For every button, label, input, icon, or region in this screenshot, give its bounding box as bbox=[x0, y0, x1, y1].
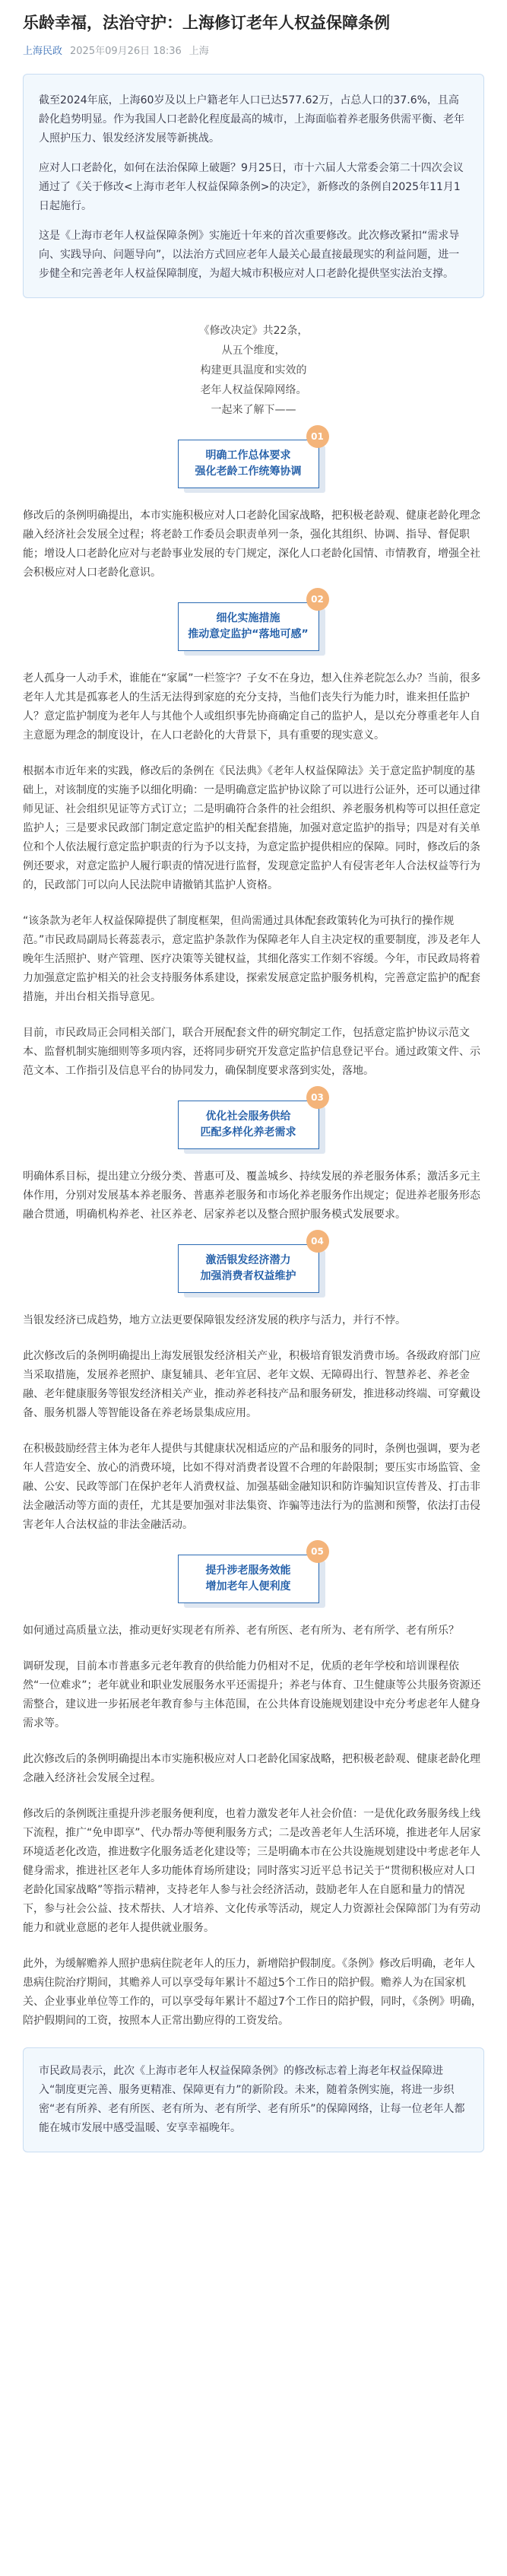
section-heading-03 bbox=[23, 1092, 484, 1149]
poem-line: 老年人权益保障网络。 bbox=[200, 384, 307, 396]
body-paragraph: 老人孤身一人动手术，谁能在“家属”一栏签字？子女不在身边，想入住养老院怎么办？当前，很多老年人尤其是孤寡老人的生活无法得到家庭的充分支持，当他们丧失行为能力时，谁来担任监护人？意定监护制度为老年人与其他个人或组织事先协商确定自己的监护人，是以充分尊重老年人自主意愿为理念的制度设计，在人口老龄化的大背景下，具有重要的现实意义。 bbox=[23, 672, 481, 742]
section-number: 03 bbox=[306, 1086, 329, 1109]
poem-line: 一起来了解下—— bbox=[211, 404, 296, 416]
intro-box bbox=[23, 74, 484, 298]
account-name-link[interactable]: 上海民政 bbox=[23, 46, 63, 57]
body-paragraph: 在积极鼓励经营主体为老年人提供与其健康状况相适应的产品和服务的同时，条例也强调，要为老年人营造安全、放心的消费环境，比如不得对消费者设置不合理的年龄限制；要压实市场监管、金融、公安、民政等部门在保护老年人消费权益、加强基础金融知识和防诈骗知识宣传普及、打击非法金融活动等方面的责任，尤其是要加强对非法集资、诈骗等违法行为的监测和预警，依法打击侵害老年人合法权益的非法金融活动。 bbox=[23, 1443, 480, 1531]
article-title: 乐龄幸福，法治守护：上海修订老年人权益保障条例 bbox=[23, 14, 390, 32]
body-paragraph: 根据本市近年来的实践，修改后的条例在《民法典》《老年人权益保障法》关于意定监护制度的基础上，对该制度的实施予以细化明确：一是明确意定监护协议除了可以进行公证外，还可以通过律师见证、社会组织见证等方式订立；二是明确符合条件的社会组织、养老服务机构等可以担任意定监护人；三是要求民政部门制定意定监护的相关配套措施，加强对意定监护的指导；四是对有关单位和个人依法履行意定监护职责的行为予以支持，为意定监护提供相应的保障。同时，修改后的条例还要求，对意定监护人履行职责的情况进行监督，发现意定监护人有侵害老年人合法权益等行为的，民政部门可以向人民法院申请撤销其监护人资格。 bbox=[23, 765, 480, 891]
section-title-badge bbox=[178, 594, 324, 651]
body-paragraph: 此外，为缓解赡养人照护患病住院老年人的压力，新增陪护假制度。《条例》修改后明确，老年人患病住院治疗期间，其赡养人可以享受每年累计不超过5个工作日的陪护假。赡养人为在国家机关、企业事业单位等工作的，可以享受每年累计不超过7个工作日的陪护假，同时，《条例》明确，陪护假期间的工资，按照本人正常出勤应得的工资发给。 bbox=[23, 1958, 482, 2027]
body-paragraph: 此次修改后的条例明确提出本市实施积极应对人口老龄化国家战略，把积极老龄观、健康老龄化理念融入经济社会发展全过程。 bbox=[23, 1753, 480, 1784]
summary-poem bbox=[23, 321, 484, 420]
poem-line: 从五个维度， bbox=[221, 345, 286, 357]
body-paragraph: 目前，市民政局正会同相关部门，联合开展配套文件的研究制定工作，包括意定监护协议示范文本、监督机制实施细则等多项内容，还将同步研究开发意定监护信息登记平台。通过政策文件、示范文本、工作指引及信息平台的协同发力，确保制度要求落到实处，落地。 bbox=[23, 1027, 480, 1077]
body-paragraph: 明确体系目标，提出建立分级分类、普惠可及、覆盖城乡、持续发展的养老服务体系；激活多元主体作用，分别对发展基本养老服务、普惠养老服务和市场化养老服务作出规定；促进养老服务形态融合贯通，明确机构养老、社区养老、居家养老以及整合照护服务模式发展要求。 bbox=[23, 1170, 480, 1221]
poem-line: 构建更具温度和实效的 bbox=[200, 364, 307, 376]
section-title-badge bbox=[178, 1236, 324, 1293]
body-paragraph: 如何通过高质量立法，推动更好实现老有所养、老有所医、老有所为、老有所学、老有所乐？ bbox=[23, 1625, 459, 1637]
section-number: 01 bbox=[306, 425, 329, 448]
intro-paragraph: 截至2024年底，上海60岁及以上户籍老年人口已达577.62万，占总人口的37.6%，且高龄化趋势明显。作为我国人口老龄化程度最高的城市，上海面临着养老服务供需平衡、老年人照护压力、银发经济发展等新挑战。 bbox=[39, 94, 464, 145]
section-title-line1: 优化社会服务供给 bbox=[205, 1110, 291, 1123]
section-number: 02 bbox=[306, 588, 329, 611]
section-title-line2: 强化老龄工作统筹协调 bbox=[195, 465, 302, 478]
section-title-line1: 明确工作总体要求 bbox=[205, 449, 291, 462]
section-title-line1: 细化实施措施 bbox=[216, 612, 280, 624]
section-heading-05 bbox=[23, 1546, 484, 1603]
section-title-line2: 匹配多样化养老需求 bbox=[200, 1126, 296, 1139]
section-heading-02 bbox=[23, 594, 484, 651]
publish-date: 2025年09月26日 18:36 bbox=[70, 46, 182, 57]
section-title-line1: 提升涉老服务效能 bbox=[205, 1564, 291, 1577]
body-paragraph: 修改后的条例既注重提升涉老服务便利度，也着力激发老年人社会价值：一是优化政务服务线上线下流程，推广“免申即享”、代办帮办等便利服务方式；二是改善老年人生活环境，推进老年人居家环境适老化改造，推进数字化服务适老化建设等；三是明确本市在公共设施规划建设中考虑老年人健身需求，推进社区老年人多功能体育场所建设；同时落实习近平总书记关于“贯彻积极应对人口老龄化国家战略”等指示精神，支持老年人参与社会经济活动，鼓励老年人在自愿和量力的情况下，参与社会公益、技术帮扶、人才培养、文化传承等活动，规定人力资源社会保障部门为有劳动能力和就业意愿的老年人提供就业服务。 bbox=[23, 1808, 481, 1934]
publish-location: 上海 bbox=[189, 46, 209, 57]
body-paragraph: 此次修改后的条例明确提出上海发展银发经济相关产业，积极培育银发消费市场。各级政府部门应当采取措施，发展养老照护、康复辅具、老年宜居、老年文娱、无障碍出行、智慧养老、养老金融、老年健康服务等银发经济相关产业，推动养老科技产品和服务研发，推进移动终端、可穿戴设备、服务机器人等智能设备在养老场景集成应用。 bbox=[23, 1350, 480, 1419]
section-title-badge bbox=[178, 1546, 324, 1603]
body-paragraph: 修改后的条例明确提出，本市实施积极应对人口老龄化国家战略，把积极老龄观、健康老龄化理念融入经济社会发展全过程；将老龄工作委员会职责单列一条，强化其组织、协调、指导、督促职能；增设人口老龄化应对与老龄事业发展的专门规定，深化人口老龄化国情、市情教育，增强全社会积极应对人口老龄化意识。 bbox=[23, 510, 480, 579]
section-title-line2: 推动意定监护“落地可感” bbox=[188, 628, 309, 640]
body-paragraph: 调研发现，目前本市普惠多元老年教育的供给能力仍相对不足，优质的老年学校和培训课程依然“一位难求”；老年就业和职业发展服务水平还需提升；养老与体育、卫生健康等公共服务资源还需整合，建议进一步拓展老年教育参与主体范围，在公共体育设施规划建设中充分考虑老年人健身需求等。 bbox=[23, 1660, 481, 1730]
intro-paragraph: 应对人口老龄化，如何在法治保障上破题？9月25日，市十六届人大常委会第二十四次会议通过了《关于修改<上海市老年人权益保障条例>的决定》，新修改的条例自2025年11月1日起施行。 bbox=[39, 162, 464, 212]
section-number: 05 bbox=[306, 1540, 329, 1563]
poem-line: 《修改决定》共22条， bbox=[198, 325, 309, 337]
intro-paragraph: 这是《上海市老年人权益保障条例》实施近十年来的首次重要修改。此次修改紧扣“需求导向、实践导向、问题导向”，以法治方式回应老年人最关心最直接最现实的利益问题，进一步健全和完善老年人权益保障制度，为超大城市积极应对人口老龄化提供坚实法治支撑。 bbox=[39, 230, 460, 280]
body-paragraph: “该条款为老年人权益保障提供了制度框架，但尚需通过具体配套政策转化为可执行的操作规范。”市民政局副局长蒋蕊表示，意定监护条款作为保障老年人自主决定权的重要制度，涉及老年人晚年生活照护、财产管理、医疗决策等关键权益，其细化落实工作刻不容缓。今年，市民政局将着力加强意定监护相关的社会支持服务体系建设，探索发展意定监护服务机构，完善意定监护的配套措施，并出台相关指导意见。 bbox=[23, 915, 481, 1003]
section-title-line2: 增加老年人便利度 bbox=[205, 1580, 291, 1593]
section-heading-01 bbox=[23, 431, 484, 488]
section-title-line1: 激活银发经济潜力 bbox=[205, 1254, 291, 1266]
section-number: 04 bbox=[306, 1230, 329, 1253]
section-title-badge bbox=[178, 431, 324, 488]
section-heading-04 bbox=[23, 1236, 484, 1293]
section-title-badge bbox=[178, 1092, 324, 1149]
outro-box bbox=[23, 2047, 484, 2152]
article-meta bbox=[23, 43, 484, 57]
body-paragraph: 当银发经济已成趋势，地方立法更要保障银发经济发展的秩序与活力，并行不悖。 bbox=[23, 1314, 406, 1326]
outro-paragraph: 市民政局表示，此次《上海市老年人权益保障条例》的修改标志着上海老年权益保障进入“制度更完善、服务更精准、保障更有力”的新阶段。未来，随着条例实施，将进一步织密“老有所养、老有所医、老有所为、老有所学、老有所乐”的保障网络，让每一位老年人都能在城市发展中感受温暖、安享幸福晚年。 bbox=[39, 2065, 465, 2134]
section-title-line2: 加强消费者权益维护 bbox=[200, 1270, 296, 1282]
